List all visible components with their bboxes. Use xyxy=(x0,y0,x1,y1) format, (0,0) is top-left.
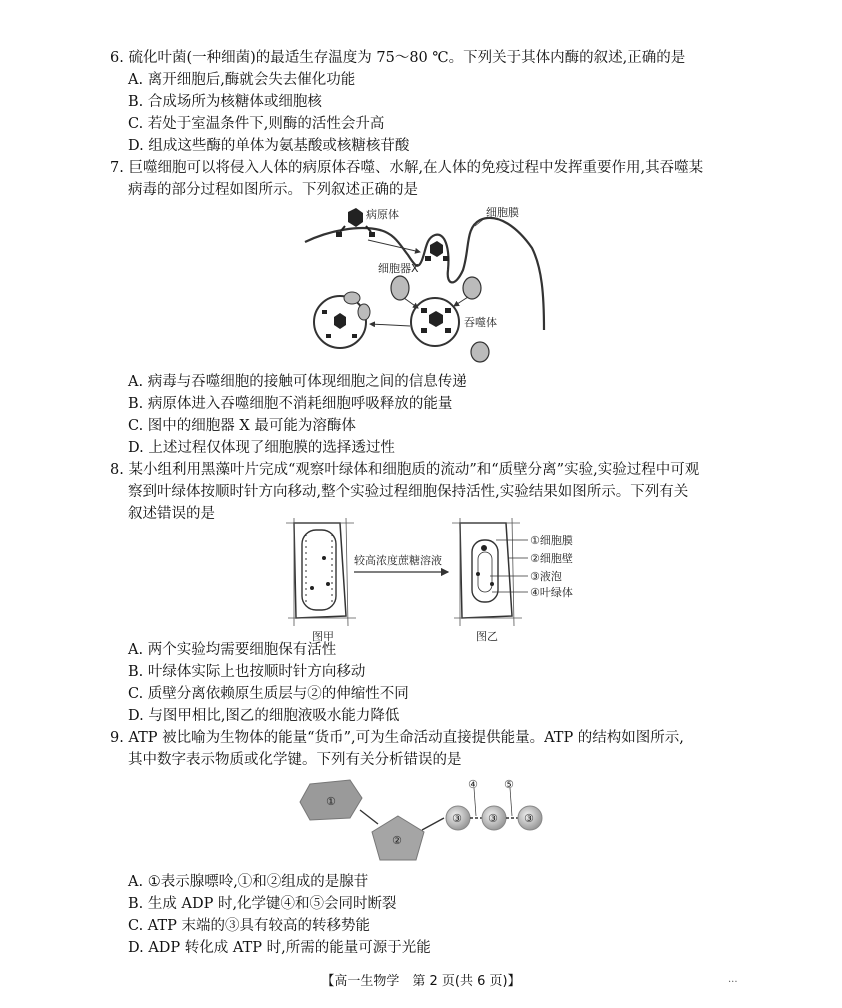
label-3b: ③ xyxy=(488,812,498,825)
label-1: ① xyxy=(326,795,336,808)
label-2: ② xyxy=(392,834,402,847)
q8-option-a: A. 两个实验均需要细胞保有活性 xyxy=(128,642,337,658)
footer-mark: ... xyxy=(728,974,738,985)
label-3c: ③ xyxy=(524,812,534,825)
page-footer: 【高一生物学 第 2 页(共 6 页)】 xyxy=(321,974,521,989)
q9-option-b: B. 生成 ADP 时,化学键④和⑤会同时断裂 xyxy=(128,896,397,912)
q7-option-a: A. 病毒与吞噬细胞的接触可体现细胞之间的信息传递 xyxy=(128,374,467,390)
label-4: ④ xyxy=(468,778,478,791)
part-label-4: ④叶绿体 xyxy=(530,586,573,599)
part-label-1: ①细胞膜 xyxy=(530,534,573,547)
q6-option-c: C. 若处于室温条件下,则酶的活性会升高 xyxy=(128,116,385,132)
cell-a-membrane xyxy=(302,530,336,610)
q8-stem-line2: 察到叶绿体按顺时针方向移动,整个实验过程细胞保持活性,实验结果如图所示。下列有关 xyxy=(128,484,689,500)
label-5: ⑤ xyxy=(504,778,514,791)
plasmolysis-figure xyxy=(284,518,614,646)
q9-stem-line2: 其中数字表示物质或化学键。下列有关分析错误的是 xyxy=(128,752,462,768)
organelle-x-right xyxy=(463,277,481,299)
label-3a: ③ xyxy=(452,812,462,825)
part-label-3: ③液泡 xyxy=(530,570,562,583)
organelle-lower xyxy=(471,342,489,362)
q6-stem: 6. 硫化叶菌(一种细菌)的最适生存温度为 75～80 ℃。下列关于其体内酶的叙述,正确的是 xyxy=(110,50,686,66)
q8-option-b: B. 叶绿体实际上也按顺时针方向移动 xyxy=(128,664,366,680)
q9-stem-line1: 9. ATP 被比喻为生物体的能量“货币”,可为生命活动直接提供能量。ATP 的结构如图所示, xyxy=(110,730,684,746)
part-label-2: ②细胞壁 xyxy=(530,552,573,565)
organelle-x xyxy=(391,276,409,300)
q8-stem-line1: 8. 某小组利用黑藻叶片完成“观察叶绿体和细胞质的流动”和“质壁分离”实验,实验过程中可观 xyxy=(110,462,700,478)
q8-stem-line3: 叙述错误的是 xyxy=(128,506,215,522)
q7-stem-line1: 7. 巨噬细胞可以将侵入人体的病原体吞噬、水解,在人体的免疫过程中发挥重要作用,其吞噬某 xyxy=(110,160,704,176)
q9-option-c: C. ATP 末端的③具有较高的转移势能 xyxy=(128,918,371,934)
q8-option-c: C. 质壁分离依赖原生质层与②的伸缩性不同 xyxy=(128,686,409,702)
atp-structure-figure xyxy=(298,776,548,866)
q6-option-a: A. 离开细胞后,酶就会失去催化功能 xyxy=(128,72,356,88)
phagocytosis-figure xyxy=(300,200,550,370)
caption-a: 图甲 xyxy=(312,630,334,643)
organelle-label: 细胞器X xyxy=(378,262,419,275)
q9-option-a: A. ①表示腺嘌呤,①和②组成的是腺苷 xyxy=(128,874,369,890)
phagosome-label: 吞噬体 xyxy=(464,316,497,329)
q7-stem-line2: 病毒的部分过程如图所示。下列叙述正确的是 xyxy=(128,182,418,198)
sucrose-arrow-label: 较高浓度蔗糖溶液 xyxy=(354,554,442,567)
q7-option-d: D. 上述过程仅体现了细胞膜的选择透过性 xyxy=(128,440,395,456)
pathogen-label: 病原体 xyxy=(366,208,399,221)
q6-option-b: B. 合成场所为核糖体或细胞核 xyxy=(128,94,322,110)
q8-option-d: D. 与图甲相比,图乙的细胞液吸水能力降低 xyxy=(128,708,400,724)
caption-b: 图乙 xyxy=(476,630,498,643)
q6-option-d: D. 组成这些酶的单体为氨基酸或核糖核苷酸 xyxy=(128,138,410,154)
q7-option-c: C. 图中的细胞器 X 最可能为溶酶体 xyxy=(128,418,356,434)
membrane-label: 细胞膜 xyxy=(486,206,519,219)
q7-option-b: B. 病原体进入吞噬细胞不消耗细胞呼吸释放的能量 xyxy=(128,396,453,412)
q9-option-d: D. ADP 转化成 ATP 时,所需的能量可源于光能 xyxy=(128,940,431,956)
